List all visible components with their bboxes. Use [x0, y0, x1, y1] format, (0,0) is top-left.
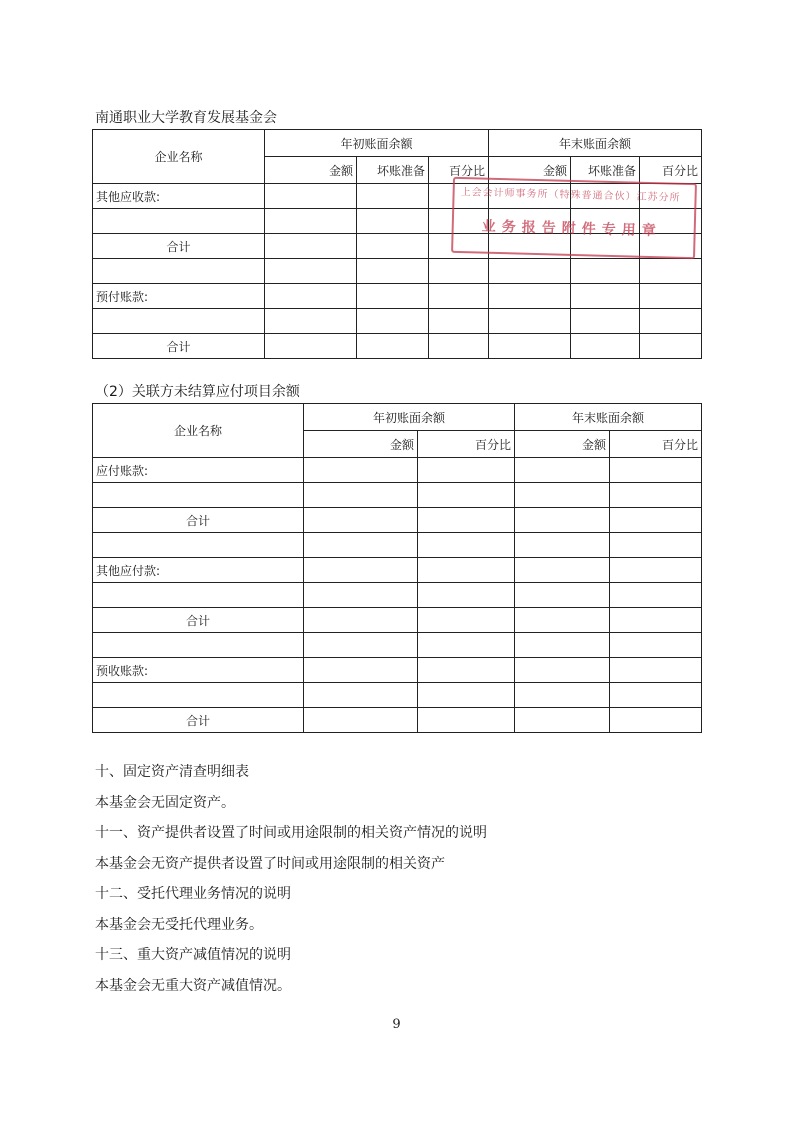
- table-row: [93, 508, 702, 533]
- table-row: [93, 458, 702, 483]
- organization-title: 南通职业大学教育发展基金会: [95, 110, 277, 126]
- header-company-name: 企业名称: [93, 404, 304, 458]
- page-number: 9: [392, 1017, 401, 1032]
- table-row: [93, 608, 702, 633]
- section-heading-agency-business: 十二、受托代理业务情况的说明: [95, 886, 291, 902]
- row-label-total: 合计: [93, 608, 304, 633]
- row-label-total: 合计: [93, 508, 304, 533]
- table-row: [93, 259, 702, 284]
- header-begin-balance: 年初账面余额: [304, 404, 515, 431]
- section-body-restricted-assets: 本基金会无资产提供者设置了时间或用途限制的相关资产: [95, 856, 445, 872]
- row-label-payable: 应付账款:: [93, 458, 304, 483]
- table-row: [93, 708, 702, 733]
- section-body-fixed-assets: 本基金会无固定资产。: [95, 795, 235, 811]
- faint-stamp-impression: [270, 160, 440, 200]
- payables-table: [92, 403, 702, 733]
- table-row: [93, 583, 702, 608]
- row-label-other-receivable: 其他应收款:: [93, 184, 265, 209]
- table-row: [93, 483, 702, 508]
- table-row: [93, 633, 702, 658]
- header-company-name: 企业名称: [93, 130, 265, 184]
- section-heading-restricted-assets: 十一、资产提供者设置了时间或用途限制的相关资产情况的说明: [95, 825, 487, 841]
- row-label-prepaid: 预付账款:: [93, 284, 265, 309]
- table-row: [93, 533, 702, 558]
- row-label-total: 合计: [93, 708, 304, 733]
- seal-firm-name: 上会会计师事务所（特殊普通合伙）江苏分所: [460, 187, 681, 204]
- row-label-total: 合计: [93, 234, 265, 259]
- table-row: [93, 309, 702, 334]
- header-end-percent: 百分比: [610, 431, 702, 458]
- header-end-balance: 年末账面余额: [489, 130, 702, 157]
- section-body-agency-business: 本基金会无受托代理业务。: [95, 917, 263, 933]
- section-heading-fixed-assets: 十、固定资产清查明细表: [95, 764, 249, 780]
- header-begin-balance: 年初账面余额: [265, 130, 489, 157]
- header-begin-amount: 金额: [304, 431, 418, 458]
- header-begin-amount: 金额: [265, 157, 357, 184]
- table-row: [93, 558, 702, 583]
- header-end-amount: 金额: [489, 157, 571, 184]
- header-end-reserve: 坏账准备: [571, 157, 640, 184]
- header-begin-percent: 百分比: [418, 431, 515, 458]
- row-label-advance: 预收账款:: [93, 658, 304, 683]
- table-row: [93, 683, 702, 708]
- header-end-amount: 金额: [515, 431, 610, 458]
- header-end-percent: 百分比: [640, 157, 702, 184]
- table-row: [93, 334, 702, 359]
- section-heading-impairment: 十三、重大资产减值情况的说明: [95, 947, 291, 963]
- seal-purpose: 业务报告附件专用章: [481, 218, 662, 240]
- table-row: [93, 658, 702, 683]
- section-subtitle: （2）关联方未结算应付项目余额: [95, 384, 300, 400]
- header-begin-percent: 百分比: [429, 157, 489, 184]
- header-end-balance: 年末账面余额: [515, 404, 702, 431]
- section-body-impairment: 本基金会无重大资产减值情况。: [95, 978, 291, 994]
- table-row: [93, 284, 702, 309]
- row-label-other-payable: 其他应付款:: [93, 558, 304, 583]
- auditor-seal: [451, 177, 697, 259]
- row-label-total: 合计: [93, 334, 265, 359]
- header-begin-reserve: 坏账准备: [357, 157, 429, 184]
